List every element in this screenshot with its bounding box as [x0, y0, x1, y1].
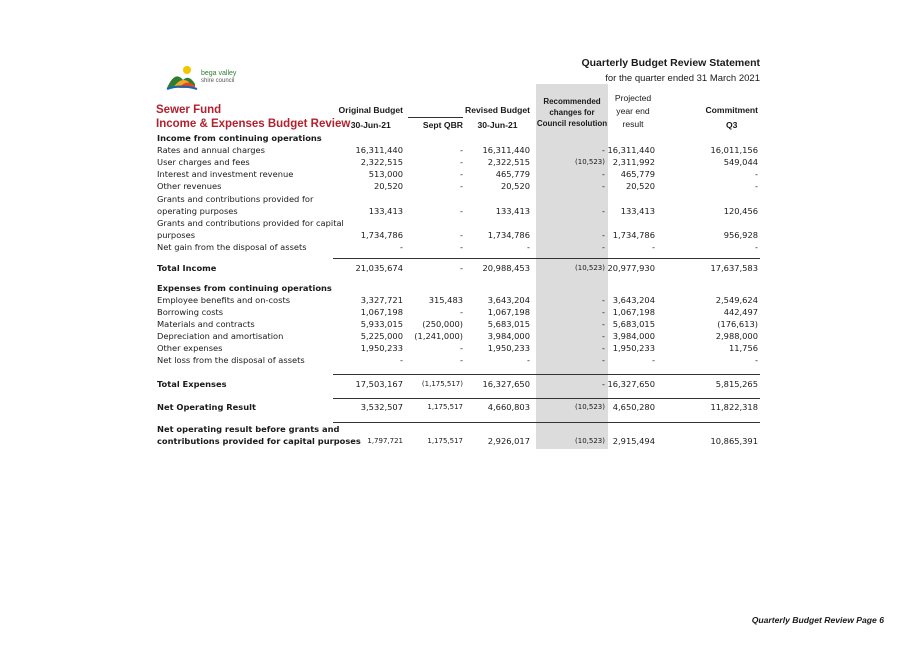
- cell-projected: 3,643,204: [612, 295, 655, 305]
- cell-original: 16,311,440: [355, 145, 403, 155]
- table-row: [0, 342, 917, 354]
- table-row: [0, 318, 917, 330]
- row-label: Other expenses: [157, 343, 223, 353]
- cell-sept: -: [460, 145, 463, 155]
- cell-sept: -: [460, 355, 463, 365]
- cell-revised: 1,734,786: [487, 230, 530, 240]
- cell-sept: -: [460, 157, 463, 167]
- cell-original: 3,532,507: [360, 402, 403, 412]
- cell-revised: 5,683,015: [487, 319, 530, 329]
- cell-revised: -: [527, 242, 530, 252]
- cell-sept: 315,483: [428, 295, 463, 305]
- cell-revised: 4,660,803: [487, 402, 530, 412]
- income-section-heading: [0, 132, 917, 144]
- total-income-rule: [333, 258, 760, 259]
- cell-projected: 16,327,650: [607, 379, 655, 389]
- cell-original: 1,950,233: [360, 343, 403, 353]
- cell-original: 1,067,198: [360, 307, 403, 317]
- row-label: operating purposes: [157, 206, 238, 216]
- cell-projected: 20,977,930: [607, 263, 655, 273]
- cell-commitment: -: [755, 169, 758, 179]
- cell-commitment: 10,865,391: [710, 436, 758, 446]
- row-label: Net gain from the disposal of assets: [157, 242, 307, 252]
- cell-revised: 20,988,453: [482, 263, 530, 273]
- row-label-line1: Grants and contributions provided for: [157, 194, 314, 204]
- header-proj-2: year end: [616, 106, 650, 116]
- cell-sept: -: [460, 169, 463, 179]
- cell-sept: -: [460, 343, 463, 353]
- row-label: Other revenues: [157, 181, 222, 191]
- header-recommended: [536, 96, 608, 129]
- cell-recommended: (10,523): [575, 264, 605, 272]
- total-income-row: [0, 262, 917, 274]
- row-label: contributions provided for capital purposes: [157, 436, 361, 446]
- cell-recommended: -: [602, 379, 605, 389]
- cell-commitment: 2,549,624: [715, 295, 758, 305]
- cell-commitment: 549,044: [723, 157, 758, 167]
- cell-projected: 20,520: [625, 181, 655, 191]
- cell-sept: (250,000): [422, 319, 463, 329]
- cell-commitment: 442,497: [723, 307, 758, 317]
- cell-commitment: -: [755, 181, 758, 191]
- cell-sept: -: [460, 242, 463, 252]
- cell-original: 2,322,515: [360, 157, 403, 167]
- cell-sept: -: [460, 206, 463, 216]
- cell-sept: 1,175,517: [427, 403, 463, 411]
- cell-revised: 3,984,000: [487, 331, 530, 341]
- fund-name: Sewer Fund: [156, 104, 222, 116]
- net-operating-rule: [333, 398, 760, 399]
- cell-commitment: 11,756: [728, 343, 758, 353]
- header-proj-1: Projected: [614, 93, 652, 103]
- row-label: Total Income: [157, 263, 217, 273]
- cell-recommended: -: [602, 307, 605, 317]
- header-commit-1: Commitment: [705, 105, 758, 115]
- header-revised-2: 30-Jun-21: [477, 120, 518, 130]
- fund-subtitle: Income & Expenses Budget Review: [156, 118, 351, 130]
- cell-projected: 465,779: [620, 169, 655, 179]
- statement-subtitle: for the quarter ended 31 March 2021: [605, 73, 760, 84]
- header-rec-1: Recommended: [543, 97, 601, 106]
- cell-projected: 5,683,015: [612, 319, 655, 329]
- table-row: [0, 229, 917, 241]
- cell-projected: 133,413: [620, 206, 655, 216]
- total-expenses-rule: [333, 374, 760, 375]
- header-revised-1: Revised Budget: [465, 105, 530, 115]
- cell-recommended: -: [602, 319, 605, 329]
- cell-projected: 3,984,000: [612, 331, 655, 341]
- cell-recommended: -: [602, 145, 605, 155]
- cell-commitment: 956,928: [723, 230, 758, 240]
- cell-recommended: -: [602, 206, 605, 216]
- cell-revised: 2,926,017: [487, 436, 530, 446]
- header-projected: [608, 92, 658, 131]
- cell-commitment: 120,456: [723, 206, 758, 216]
- row-label: User charges and fees: [157, 157, 250, 167]
- council-logo: [165, 62, 260, 92]
- expense-section-heading: [0, 282, 917, 294]
- cell-projected: 2,915,494: [612, 436, 655, 446]
- cell-original: -: [400, 242, 403, 252]
- row-label: Net loss from the disposal of assets: [157, 355, 305, 365]
- cell-commitment: (176,613): [717, 319, 758, 329]
- cell-sept: (1,241,000): [414, 331, 463, 341]
- table-row: [0, 354, 917, 366]
- cell-commitment: 17,637,583: [710, 263, 758, 273]
- logo-line2: shire council: [201, 78, 235, 84]
- net-before-grants-row: [0, 435, 917, 447]
- cell-sept: -: [460, 181, 463, 191]
- cell-original: 20,520: [373, 181, 403, 191]
- row-label: Net Operating Result: [157, 402, 256, 412]
- cell-recommended: -: [602, 230, 605, 240]
- cell-original: 5,225,000: [360, 331, 403, 341]
- cell-revised: 1,067,198: [487, 307, 530, 317]
- header-original-1: Original Budget: [338, 105, 403, 115]
- header-original: [339, 103, 403, 133]
- cell-original: 3,327,721: [360, 295, 403, 305]
- cell-recommended: -: [602, 169, 605, 179]
- header-original-2: 30-Jun-21: [350, 120, 391, 130]
- cell-projected: -: [652, 242, 655, 252]
- cell-projected: 4,650,280: [612, 402, 655, 412]
- cell-projected: 1,734,786: [612, 230, 655, 240]
- table-row-continued: [0, 217, 917, 229]
- table-row: [0, 241, 917, 253]
- row-label: Materials and contracts: [157, 319, 255, 329]
- cell-sept: 1,175,517: [427, 437, 463, 445]
- header-proj-3: result: [622, 119, 644, 129]
- table-row: [0, 144, 917, 156]
- cell-original: 17,503,167: [355, 379, 403, 389]
- cell-sept: -: [460, 263, 463, 273]
- table-row-continued: [0, 193, 917, 205]
- table-row: [0, 168, 917, 180]
- cell-projected: 1,067,198: [612, 307, 655, 317]
- cell-recommended: -: [602, 355, 605, 365]
- cell-original: 21,035,674: [355, 263, 403, 273]
- cell-sept: -: [460, 230, 463, 240]
- cell-revised: -: [527, 355, 530, 365]
- cell-recommended: -: [602, 295, 605, 305]
- cell-commitment: 5,815,265: [715, 379, 758, 389]
- cell-original: 1,797,721: [367, 437, 403, 445]
- cell-commitment: -: [755, 355, 758, 365]
- cell-commitment: 16,011,156: [710, 145, 758, 155]
- row-label: Borrowing costs: [157, 307, 224, 317]
- table-row: [0, 294, 917, 306]
- net-operating-result-row: [0, 401, 917, 413]
- cell-recommended: (10,523): [575, 403, 605, 411]
- cell-original: 5,933,015: [360, 319, 403, 329]
- cell-revised: 20,520: [500, 181, 530, 191]
- row-label: purposes: [157, 230, 196, 240]
- income-heading-label: Income from continuing operations: [157, 133, 322, 143]
- table-row: [0, 306, 917, 318]
- row-label: Interest and investment revenue: [157, 169, 294, 179]
- total-expenses-row: [0, 378, 917, 390]
- header-commitment: [705, 103, 758, 133]
- cell-revised: 133,413: [495, 206, 530, 216]
- cell-commitment: 2,988,000: [715, 331, 758, 341]
- cell-original: 513,000: [368, 169, 403, 179]
- cell-original: -: [400, 355, 403, 365]
- cell-revised: 1,950,233: [487, 343, 530, 353]
- cell-recommended: -: [602, 242, 605, 252]
- cell-revised: 16,311,440: [482, 145, 530, 155]
- row-label: Rates and annual charges: [157, 145, 265, 155]
- cell-recommended: (10,523): [575, 437, 605, 445]
- cell-revised: 2,322,515: [487, 157, 530, 167]
- row-label: Depreciation and amortisation: [157, 331, 284, 341]
- header-rec-3: Council resolution: [536, 119, 608, 128]
- row-label-line1: Net operating result before grants and: [157, 424, 340, 434]
- cell-revised: 465,779: [495, 169, 530, 179]
- logo-line1: bega valley: [201, 70, 237, 77]
- cell-projected: 2,311,992: [612, 157, 655, 167]
- cell-sept: -: [460, 307, 463, 317]
- cell-recommended: -: [602, 331, 605, 341]
- cell-sept: (1,175,517): [421, 380, 463, 388]
- table-row: [0, 156, 917, 168]
- cell-projected: 16,311,440: [607, 145, 655, 155]
- cell-revised: 16,327,650: [482, 379, 530, 389]
- cell-original: 1,734,786: [360, 230, 403, 240]
- page-footer: Quarterly Budget Review Page 6: [751, 615, 884, 625]
- cell-recommended: -: [602, 181, 605, 191]
- header-revised: [465, 103, 530, 133]
- expense-heading-label: Expenses from continuing operations: [157, 283, 332, 293]
- row-label-line1: Grants and contributions provided for capital: [157, 218, 344, 228]
- header-sept: Sept QBR: [422, 120, 463, 130]
- header-commit-2: Q3: [726, 120, 738, 130]
- cell-recommended: -: [602, 343, 605, 353]
- cell-revised: 3,643,204: [487, 295, 530, 305]
- cell-commitment: -: [755, 242, 758, 252]
- table-row: [0, 205, 917, 217]
- statement-title: Quarterly Budget Review Statement: [581, 57, 760, 69]
- table-row: [0, 330, 917, 342]
- cell-original: 133,413: [368, 206, 403, 216]
- table-row: [0, 180, 917, 192]
- fund-heading: [156, 103, 350, 131]
- cell-recommended: (10,523): [575, 158, 605, 166]
- row-label: Total Expenses: [157, 379, 227, 389]
- cell-projected: 1,950,233: [612, 343, 655, 353]
- cell-projected: -: [652, 355, 655, 365]
- row-label: Employee benefits and on-costs: [157, 295, 291, 305]
- table-row-continued: [0, 423, 917, 435]
- sept-header-rule: [408, 117, 463, 118]
- header-rec-2: changes for: [549, 108, 595, 117]
- cell-commitment: 11,822,318: [710, 402, 758, 412]
